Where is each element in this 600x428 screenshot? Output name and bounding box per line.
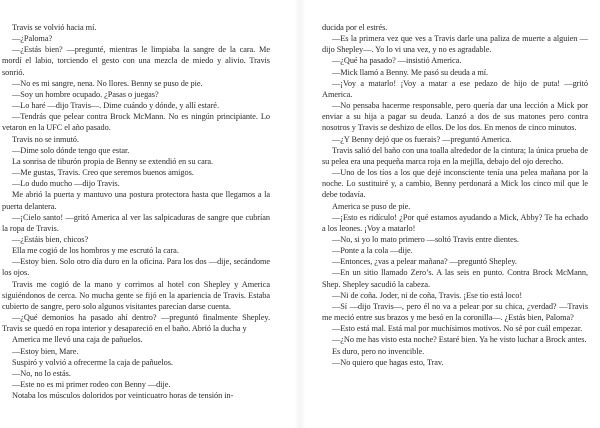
- paragraph: —Uno de los tíos a los que dejé inconsciente tenía una pelea mañana por la noche. Lo sustituiré y, a cambio, Benny perdonará a Mick los cinco mil que le debe todavía.: [322, 168, 588, 200]
- paragraph: Ella me cogió de los hombros y me escrutó la cara.: [12, 246, 179, 256]
- paragraph: —Lo dudo mucho —dijo Travis.: [12, 179, 120, 189]
- paragraph: America se puso de pie.: [332, 201, 411, 211]
- paragraph: —¿Estás bien? —pregunté, mientras le limpiaba la sangre de la cara. Me mordí el labio, torciendo el gesto con una mezcla de miedo y alivio. Travis sonrió.: [2, 45, 270, 77]
- paragraph: Travis no se inmutó.: [12, 134, 79, 144]
- paragraph: —No pensaba hacerme responsable, pero quería dar una lección a Mick por enviar a su hija a pagar su deuda. Lanzó a dos de sus matones pero contra nosotros y Travis se deshizo de ellos. De los dos. En menos de cinco minutos.: [322, 101, 588, 133]
- paragraph: —¡Esto es ridículo! ¿Por qué estamos ayudando a Mick, Abby? Te ha echado a los leones. ¡Voy a matarlo!: [322, 212, 588, 233]
- paragraph: Me abrió la puerta y mantuvo una postura protectora hasta que llegamos a la puerta delantera.: [2, 190, 270, 211]
- paragraph: Es duro, pero no invencible.: [332, 346, 425, 356]
- right-page: [322, 22, 588, 368]
- paragraph: —No quiero que hagas esto, Trav.: [332, 357, 444, 367]
- paragraph: America me llevó una caja de pañuelos.: [12, 335, 143, 345]
- paragraph: —Estoy bien. Solo otro día duro en la oficina. Para los dos —dije, secándome los ojos.: [2, 257, 270, 278]
- paragraph: Travis se volvió hacia mí.: [12, 23, 97, 32]
- paragraph: —¿Qué demonios ha pasado ahí dentro? —preguntó finalmente Shepley. Travis se quedó en ropa interior y desapareció en el baño. Abrió la ducha y: [2, 313, 270, 334]
- paragraph: —Soy un hombre ocupado. ¿Pasas o juegas?: [12, 89, 159, 99]
- paragraph: —Este no es mi primer rodeo con Benny —dije.: [12, 380, 171, 389]
- paragraph: —¿Paloma?: [12, 34, 53, 44]
- paragraph: ducida por el estrés.: [322, 23, 388, 32]
- paragraph: —Dime solo dónde tengo que estar.: [12, 145, 130, 155]
- paragraph: —¿Qué ha pasado? —insistió America.: [332, 56, 462, 66]
- paragraph: —¿No me has visto esta noche? Estaré bien. Ya he visto luchar a Brock antes.: [332, 335, 587, 345]
- page-gutter: [294, 0, 306, 428]
- paragraph: —Me gustas, Travis. Creo que seremos buenos amigos.: [12, 168, 194, 178]
- paragraph: —Ni de coña. Joder, ni de coña, Travis. ¡Ese tío está loco!: [332, 290, 523, 300]
- paragraph: —Entonces, ¿vas a pelear mañana? —preguntó Shepley.: [332, 257, 517, 267]
- paragraph: Travis salió del baño con una toalla alrededor de la cintura; la única prueba de su pelea era una pequeña marca roja en la mejilla, debajo del ojo derecho.: [322, 145, 588, 166]
- paragraph: La sonrisa de tiburón propia de Benny se extendió en su cara.: [12, 156, 214, 166]
- paragraph: —¿Estáis bien, chicos?: [12, 234, 89, 244]
- paragraph: —Sí —dijo Travis—, pero él no va a pelear por su chica, ¿verdad? —Travis me meció entre sus brazos y me besó en la coronilla—. ¿Estás bien, Paloma?: [322, 301, 588, 323]
- paragraph: —No es mi sangre, nena. No llores. Benny se puso de pie.: [12, 78, 203, 88]
- paragraph: —¡Voy a matarlo! ¡Voy a matar a ese pedazo de hijo de puta! —gritó America.: [322, 78, 588, 99]
- paragraph: Travis me cogió de la mano y corrimos al hotel con Shepley y America siguiéndonos de cerca. No mucha gente se fijó en la apariencia de Travis. Estaba cubierto de sangre, pero solo algunos visitantes parecían darse cuenta.: [2, 279, 270, 311]
- paragraph: Notaba los músculos doloridos por veinticuatro horas de tensión in-: [12, 391, 234, 401]
- paragraph: —¡Cielo santo! —gritó America al ver las salpicaduras de sangre que cubrían la ropa de Travis.: [2, 212, 270, 233]
- left-page: [2, 22, 270, 401]
- paragraph: —No, si yo lo mato primero —soltó Travis entre dientes.: [332, 234, 519, 244]
- paragraph: —¿Y Benny dejó que os fuerais? —preguntó America.: [332, 134, 512, 144]
- paragraph: —Estoy bien, Mare.: [12, 346, 79, 356]
- paragraph: Suspiró y volvió a ofrecerme la caja de pañuelos.: [12, 357, 173, 367]
- paragraph: —Ponte a la cola —dije.: [332, 246, 413, 256]
- paragraph: —Lo haré —dijo Travis—. Dime cuándo y dónde, y allí estaré.: [12, 101, 219, 111]
- paragraph: —Esto está mal. Está mal por muchísimos motivos. No sé por cuál empezar.: [332, 324, 583, 334]
- paragraph: —Mick llamó a Benny. Me pasó su deuda a mí.: [332, 67, 489, 77]
- paragraph: —No, no lo estás.: [12, 368, 71, 378]
- paragraph: —Es la primera vez que ves a Travis darle una paliza de muerte a alguien —dijo Shepley—. Yo lo vi una vez, y no es agradable.: [322, 34, 588, 55]
- paragraph: —Tendrás que pelear contra Brock McMann. No es ningún principiante. Lo vetaron en la UFC el año pasado.: [2, 112, 270, 133]
- paragraph: —En un sitio llamado Zero’s. A las seis en punto. Contra Brock McMann, Shep. Shepley sacudió la cabeza.: [322, 268, 588, 289]
